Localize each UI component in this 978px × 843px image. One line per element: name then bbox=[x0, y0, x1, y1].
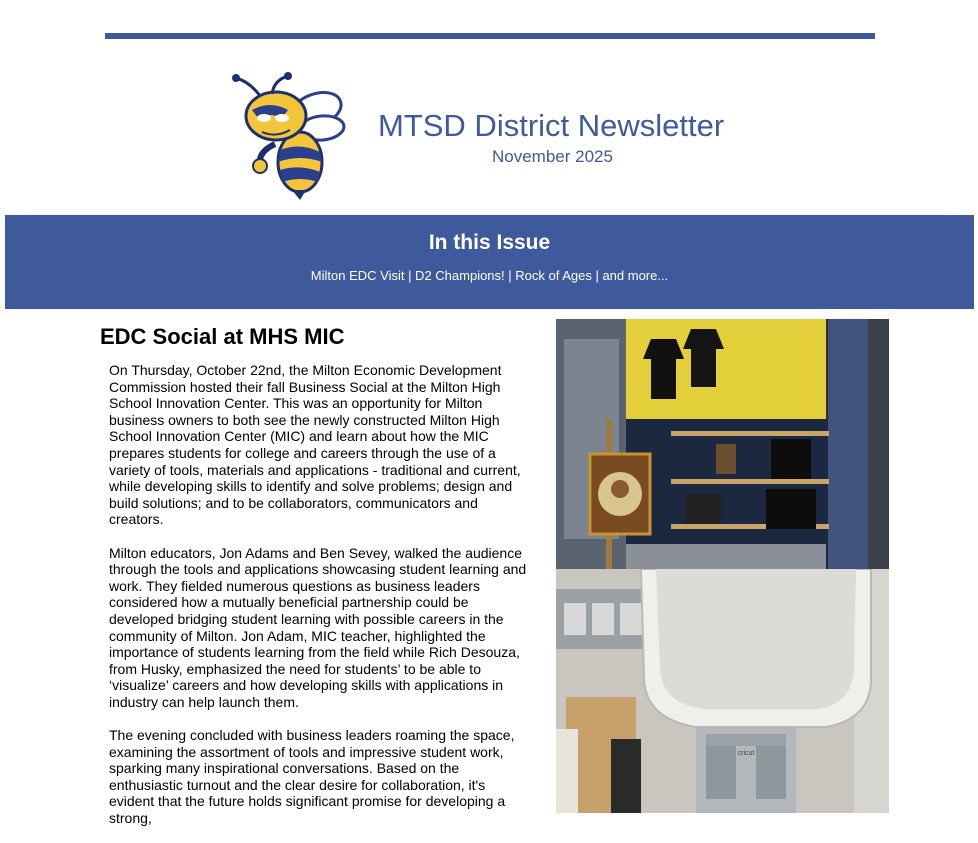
article-body bbox=[109, 362, 534, 843]
article-paragraph: The evening concluded with business leaders roaming the space, examining the assortment of tools and impressive student work, sparking many inspirational conversations. Based on the enthusiastic turnout and the clear desire for collaboration, it's evident that the future holds significant promise for developing a strong, bbox=[109, 727, 515, 827]
yellow-jacket-mascot-icon bbox=[230, 72, 348, 200]
innovation-center-shelves-photo bbox=[556, 319, 889, 569]
in-this-issue-heading: In this Issue bbox=[428, 231, 551, 254]
cricut-label: cricut bbox=[737, 750, 755, 757]
in-this-issue-banner bbox=[5, 215, 974, 309]
in-this-issue-links[interactable]: Milton EDC Visit | D2 Champions! | Rock of Ages | and more... bbox=[310, 268, 669, 283]
newsletter-title: MTSD District Newsletter bbox=[378, 108, 725, 143]
article-title: EDC Social at MHS MIC bbox=[100, 324, 345, 349]
cricut-machine-photo bbox=[556, 569, 889, 813]
article-paragraph: Milton educators, Jon Adams and Ben Sevey, walked the audience through the tools and applications showcasing student learning and work. They fielded numerous questions as business leaders considered how a mutually beneficial partnership could be developed bridging student learning with possible careers in the community of Milton. Jon Adam, MIC teacher, highlighted the importance of students learning from the field while Rich Desouza, from Husky, emphasized the need for students’ to be able to ‘visualize’ careers and how developing skills with applications in industry can help launch them. bbox=[109, 544, 527, 710]
top-rule bbox=[105, 33, 875, 39]
newsletter-date: November 2025 bbox=[492, 147, 613, 166]
article-paragraph: On Thursday, October 22nd, the Milton Economic Development Commission hosted their fall Business Social at the Milton High School Innovation Center. This was an opportunity for Milton business owners to both see the newly constructed Milton High School Innovation Center (MIC) and learn about how the MIC prepares students for college and careers through the use of a variety of tools, materials and applications - traditional and current, while developing skills to identify and solve problems; design and build solutions; and to be collaborators, communicators and creators. bbox=[109, 362, 521, 528]
